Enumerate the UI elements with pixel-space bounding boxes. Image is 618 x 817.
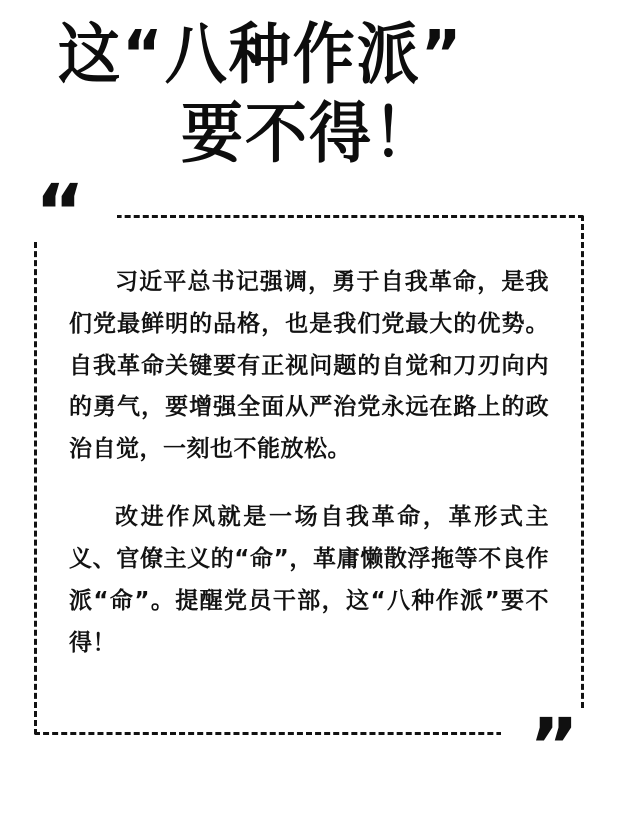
quote-close-icon: ” [529, 700, 579, 790]
page-title-line-1: 这“八种作派” [58, 15, 464, 94]
dashed-border-frame [34, 166, 584, 790]
body-paragraph-2: 改进作风就是一场自我革命，革形式主义、官僚主义的“命”，革庸懒散浮拖等不良作派“命”。提醒党员干部，这“八种作派”要不得！ [69, 504, 549, 656]
quote-card [34, 166, 584, 790]
body-paragraph-1: 习近平总书记强调，勇于自我革命，是我们党最鲜明的品格，也是我们党最大的优势。自我革命关键要有正视问题的自觉和刀刃向内的勇气，要增强全面从严治党永远在路上的政治自觉，一刻也不能放松。 [69, 268, 549, 463]
title-block [0, 0, 618, 171]
page-title-line-2: 要不得！ [180, 95, 437, 173]
quote-open-icon: “ [35, 166, 85, 256]
